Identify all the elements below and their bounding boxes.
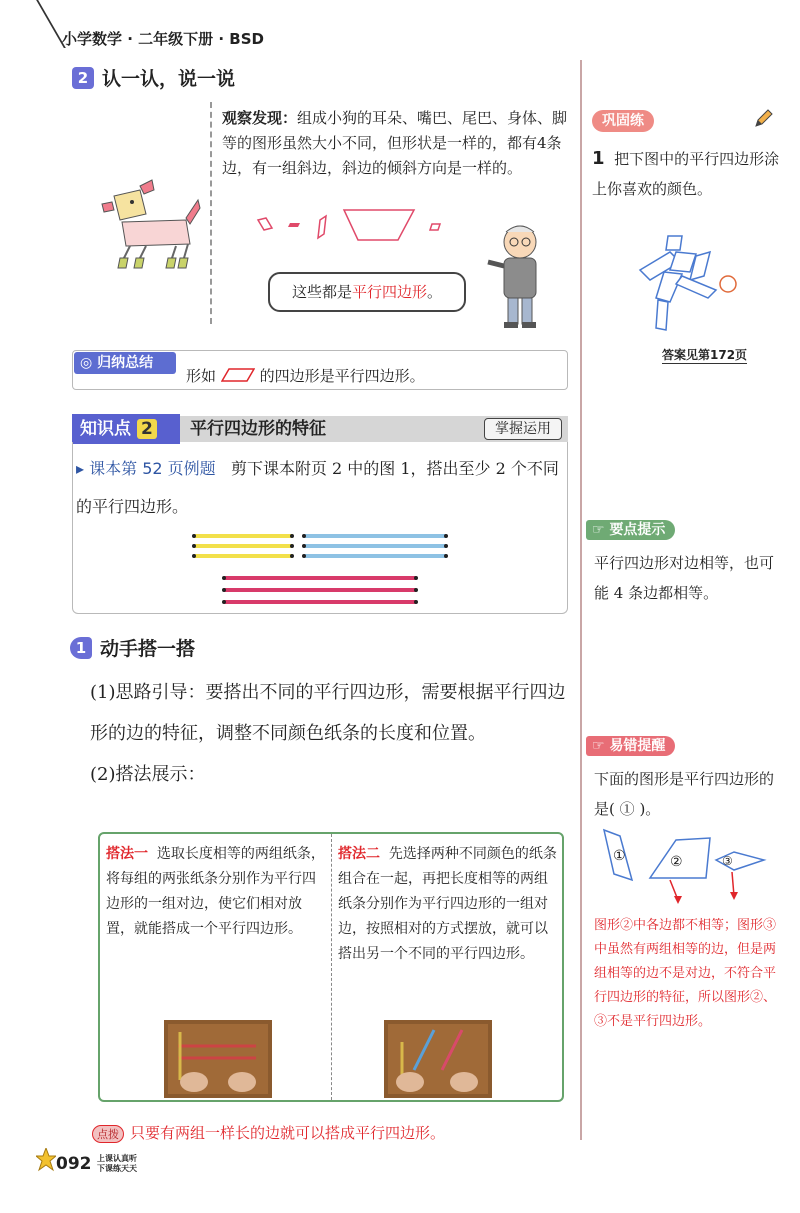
sidebar-divider — [580, 60, 582, 1140]
tip-line: 点拨 只要有两组一样长的边就可以搭成平行四边形。 — [92, 1122, 445, 1143]
key-points-tag: ☞ 要点提示 — [586, 520, 675, 540]
kicking-figure — [636, 232, 746, 336]
method-one-photo — [164, 1020, 272, 1098]
page-corner-decoration — [14, 0, 66, 48]
page-slogan: 上课认真听 下课练天天 — [97, 1154, 137, 1173]
section-number: 1 — [70, 637, 92, 659]
error-shapes-figure — [598, 826, 768, 906]
knowledge-text: ▸ 课本第 52 页例题 剪下课本附页 2 中的图 1，搭出至少 2 个不同的平行四边形。 — [76, 459, 559, 516]
practice-question: 1 把下图中的平行四边形涂上你喜欢的颜色。 — [592, 148, 780, 198]
mascot-icon — [36, 1148, 56, 1172]
teacher-character — [484, 218, 558, 332]
section-heading-2 — [72, 64, 235, 91]
answer-reference: 答案见第172页 — [662, 348, 748, 362]
practice-tag: 巩固练 — [592, 110, 654, 132]
method-one: 搭法一 选取长度相等的两组纸条，将每组的两张纸条分别作为平行四边形的一组对边，使它们相对放置，就能搭成一个平行四边形。 — [106, 846, 325, 937]
error-question: 下面的图形是平行四边形的是( ① )。 — [594, 770, 775, 818]
section-title: 认一认，说一说 — [102, 68, 236, 90]
section-heading-1 — [70, 634, 195, 661]
parallelogram-icon — [221, 368, 255, 382]
blue-strips — [304, 536, 446, 556]
page-number: 092 — [56, 1154, 92, 1174]
speech-bubble: 这些都是平行四边形。 — [268, 272, 466, 312]
section-title: 动手搭一搭 — [100, 638, 196, 660]
shape-label-3: ③ — [722, 854, 733, 868]
shape-label-1: ① — [613, 848, 626, 864]
tip-tag: 点拨 — [92, 1125, 124, 1143]
knowledge-tag: 知识点 2 — [72, 414, 180, 444]
observation-text: 观察发现：组成小狗的耳朵、嘴巴、尾巴、身体、脚等的图形虽然大小不同，但形状是一样的，都有4条边，有一组斜边，斜边的倾斜方向是一样的。 — [222, 109, 568, 177]
mastery-badge: 掌握运用 — [484, 418, 562, 440]
summary-text: 形如 的四边形是平行四边形。 — [186, 367, 425, 385]
knowledge-title: 平行四边形的特征 — [190, 419, 326, 439]
book-header: 小学数学 · 二年级下册 · BSD — [62, 30, 264, 48]
guidance-text: (1)思路引导：要搭出不同的平行四边形，需要根据平行四边形的边的特征，调整不同颜色纸条的长度和位置。 (2)搭法展示： — [90, 682, 566, 785]
shape-label-2: ② — [670, 854, 683, 870]
pencil-icon — [752, 108, 774, 130]
error-reminder-tag: ☞ 易错提醒 — [586, 736, 675, 756]
parallelogram-shapes — [254, 206, 454, 246]
summary-tag: ◎ 归纳总结 — [74, 352, 176, 374]
error-explanation: 图形②中各边都不相等；图形③中虽然有两组相等的边，但是两组相等的边不是对边，不符合平行四边形的特征，所以图形②、③不是平行四边形。 — [594, 918, 777, 1029]
method-two: 搭法二 先选择两种不同颜色的纸条组合在一起，再把长度相等的两组纸条分别作为平行四边形的一组对边，按照相对的方式摆放，就可以搭出另一个不同的平行四边形。 — [338, 846, 557, 962]
pink-strips — [224, 578, 416, 602]
yellow-strips — [194, 536, 292, 556]
section-number: 2 — [72, 67, 94, 89]
key-points-text: 平行四边形对边相等，也可能 4 条边都相等。 — [594, 554, 775, 602]
methods-divider — [331, 834, 332, 1100]
dog-figure — [100, 178, 204, 278]
paper-strips-figure — [188, 528, 454, 608]
method-two-photo — [384, 1020, 492, 1098]
